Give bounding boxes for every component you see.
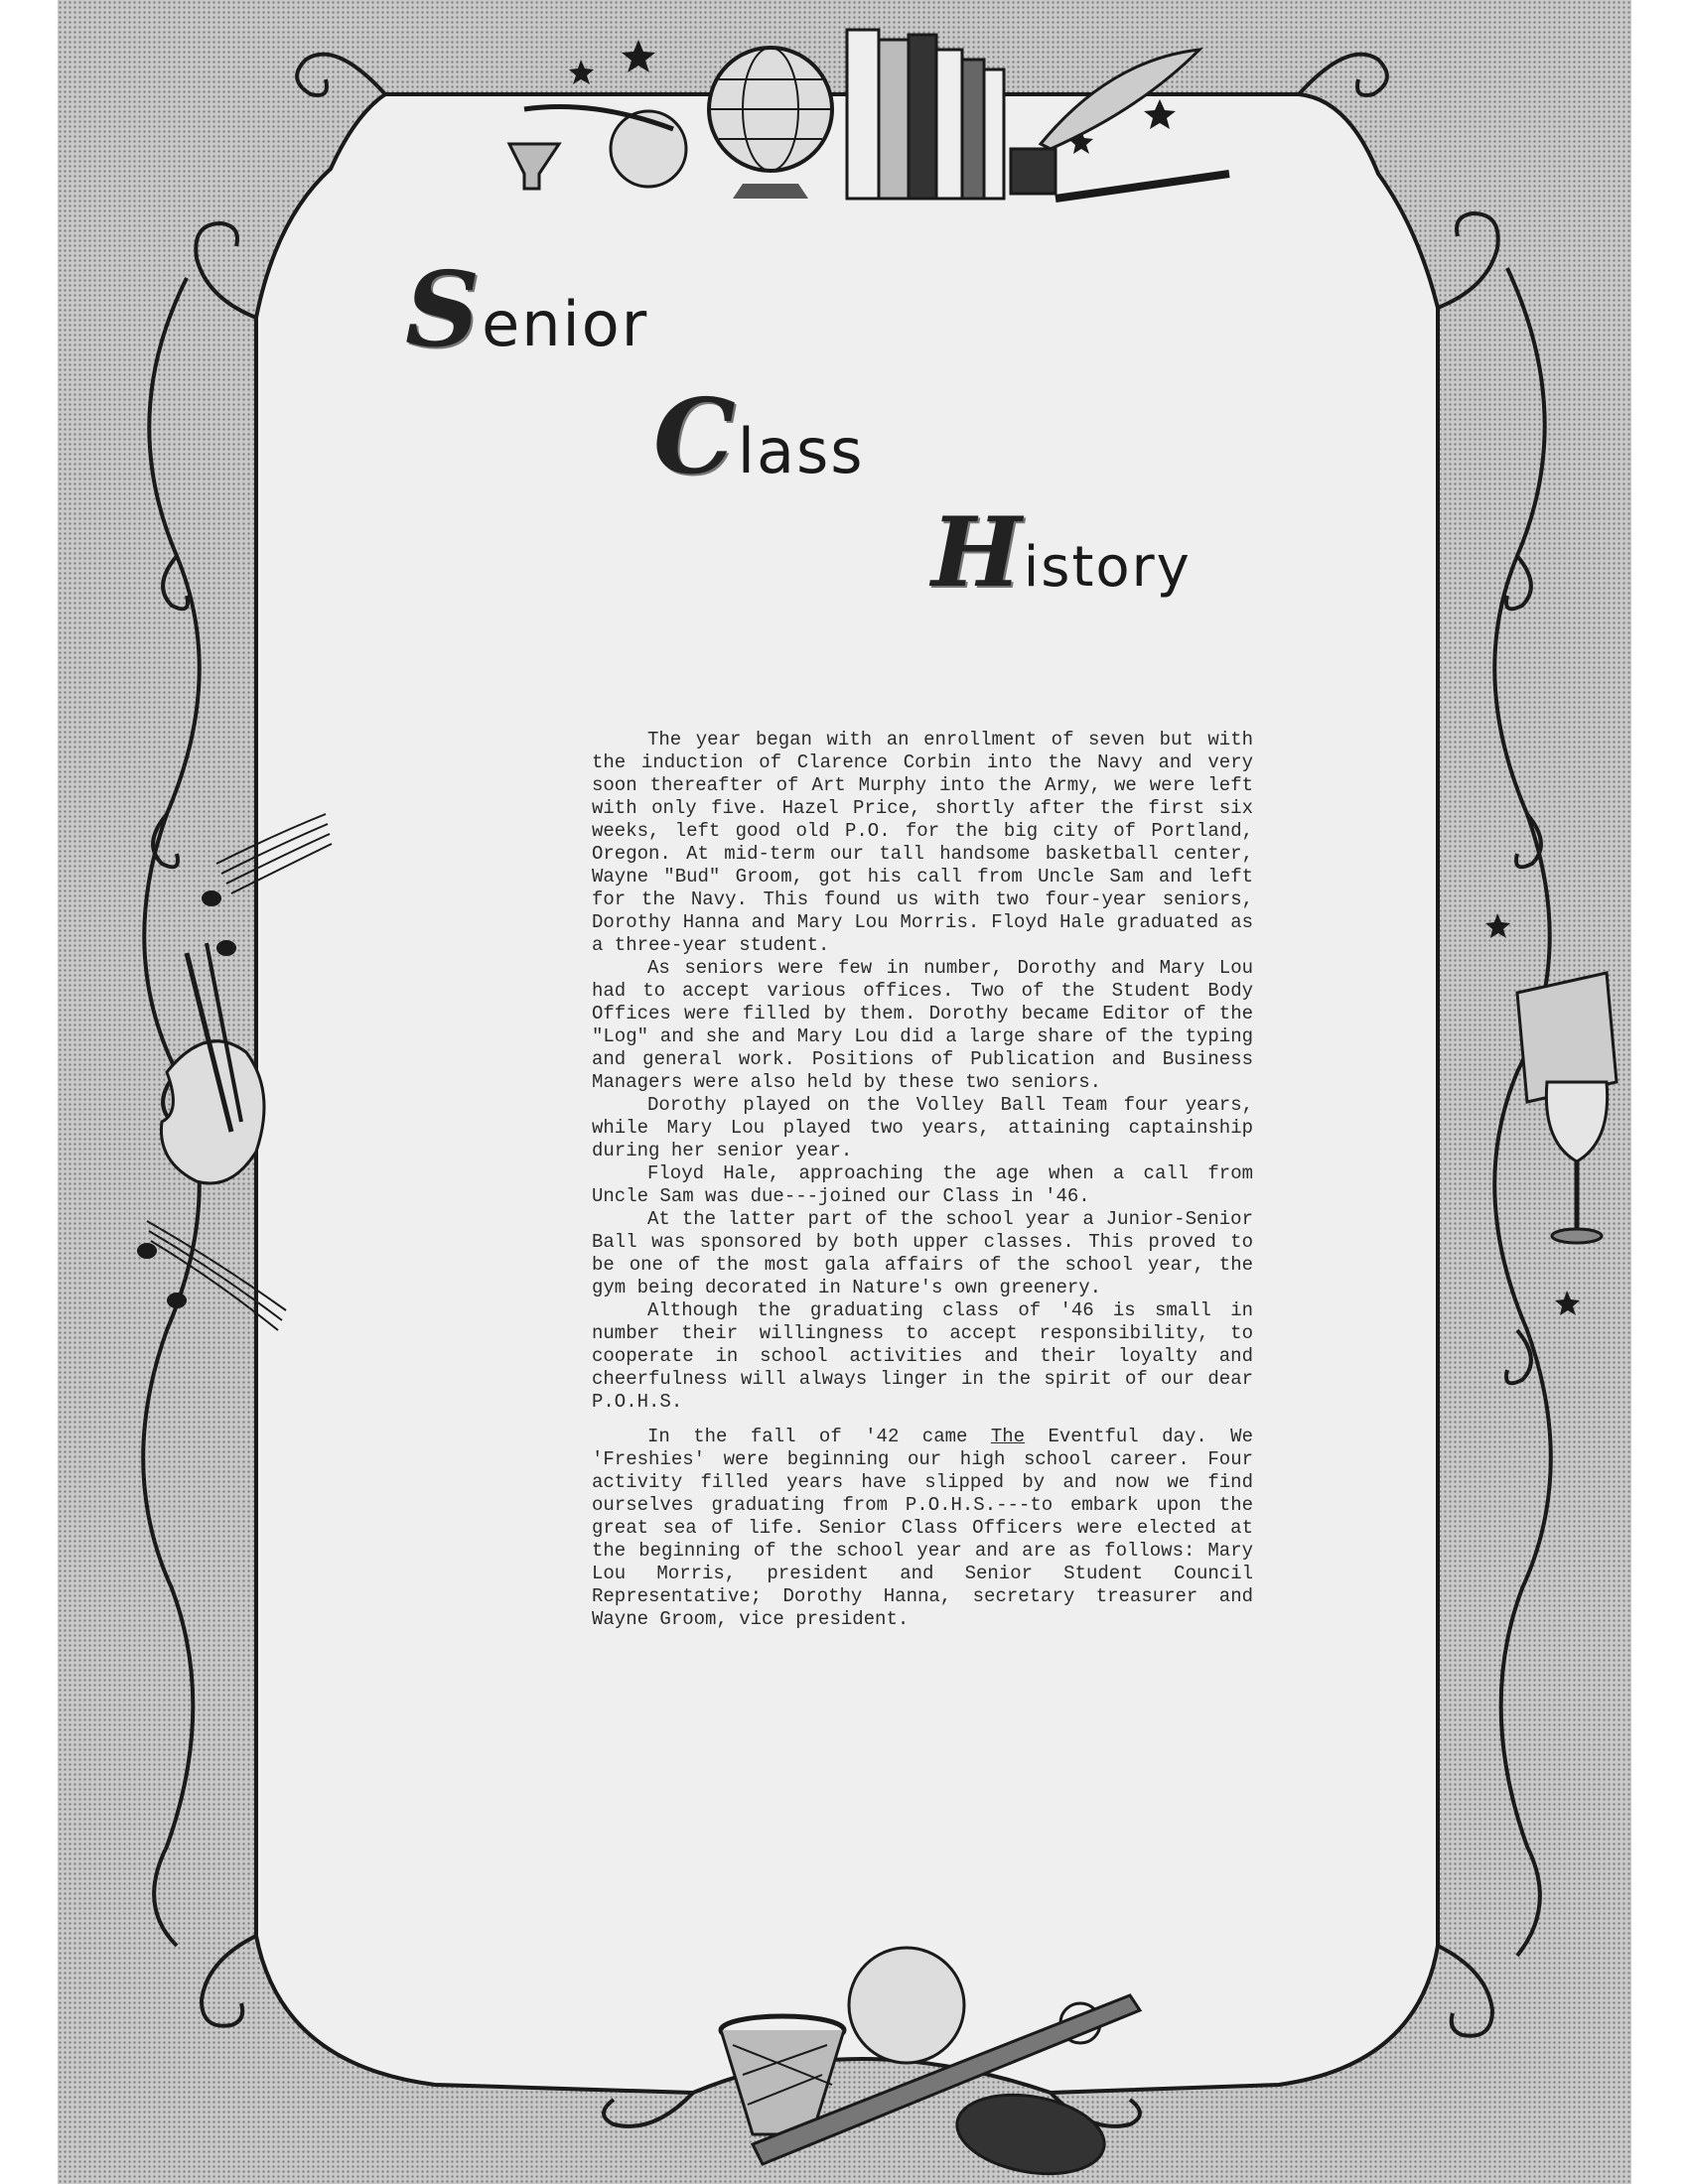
final-before: In the fall of '42 came: [647, 1426, 991, 1447]
books-icon: [847, 30, 1004, 199]
football-icon: [951, 2085, 1111, 2184]
title-history-initial: H: [931, 496, 1024, 609]
title-class-rest: lass: [737, 415, 865, 487]
title-history: [931, 496, 1192, 609]
title-history-rest: istory: [1023, 535, 1192, 600]
title-senior-initial: S: [405, 248, 483, 370]
paragraph: As seniors were few in number, Dorothy and Mary Lou had to accept various offices. Two of the Student Body Offices were filled by them. Dorothy became Editor of the "Log" and she and Mary Lou did a large share of the typing and general work. Positions of Publication and Business Managers were also held by these two seniors.: [592, 957, 1253, 1093]
paragraph: Dorothy played on the Volley Ball Team four years, while Mary Lou played two years, attaining captainship during her senior year.: [592, 1094, 1253, 1161]
title-class-initial: C: [653, 375, 738, 497]
paragraph: The year began with an enrollment of seven but with the induction of Clarence Corbin into the Navy and very soon thereafter of Art Murphy into the Army, we were left with only five. Hazel Price, shortly after the first six weeks, left good old P.O. for the big city of Portland, Oregon. At mid-term our tall handsome basketball center, Wayne "Bud" Groom, got his call from Uncle Sam and left for the Navy. This found us with two four-year seniors, Dorothy Hanna and Mary Lou Morris. Floyd Hale graduated as a three-year student.: [592, 729, 1253, 956]
title-class: [653, 375, 865, 497]
trophy-cup-icon: [1517, 973, 1617, 1243]
paragraph: Floyd Hale, approaching the age when a call from Uncle Sam was due---joined our Class in '46.: [592, 1162, 1253, 1207]
title-senior: [405, 248, 648, 370]
final-underlined: The: [990, 1426, 1026, 1447]
paragraph-final: [592, 1426, 1253, 1631]
paint-palette-icon: [161, 943, 264, 1183]
history-body: [592, 729, 1253, 1631]
yearbook-page: [58, 0, 1631, 2184]
paragraph: Although the graduating class of '46 is small in number their willingness to accept responsibility, to cooperate in school activities and their loyalty and cheerfulness will always linger in the spirit of our dear P.O.H.S.: [592, 1299, 1253, 1413]
paragraph: At the latter part of the school year a Junior-Senior Ball was sponsored by both upper classes. This proved to be one of the most gala affairs of the school year, the gym being decorated in Nature's own greenery.: [592, 1208, 1253, 1298]
title-senior-rest: enior: [482, 288, 649, 360]
final-after: Eventful day. We 'Freshies' were beginning our high school career. Four activity filled years have slipped by and now we find ourselves graduating from P.O.H.S.---to embark upon the great sea of life. Senior Class Officers were elected at the beginning of the school year and are as follows: Mary Lou Morris, president and Senior Student Council Representative; Dorothy Hanna, secretary treasurer and Wayne Groom, vice president.: [592, 1426, 1253, 1630]
